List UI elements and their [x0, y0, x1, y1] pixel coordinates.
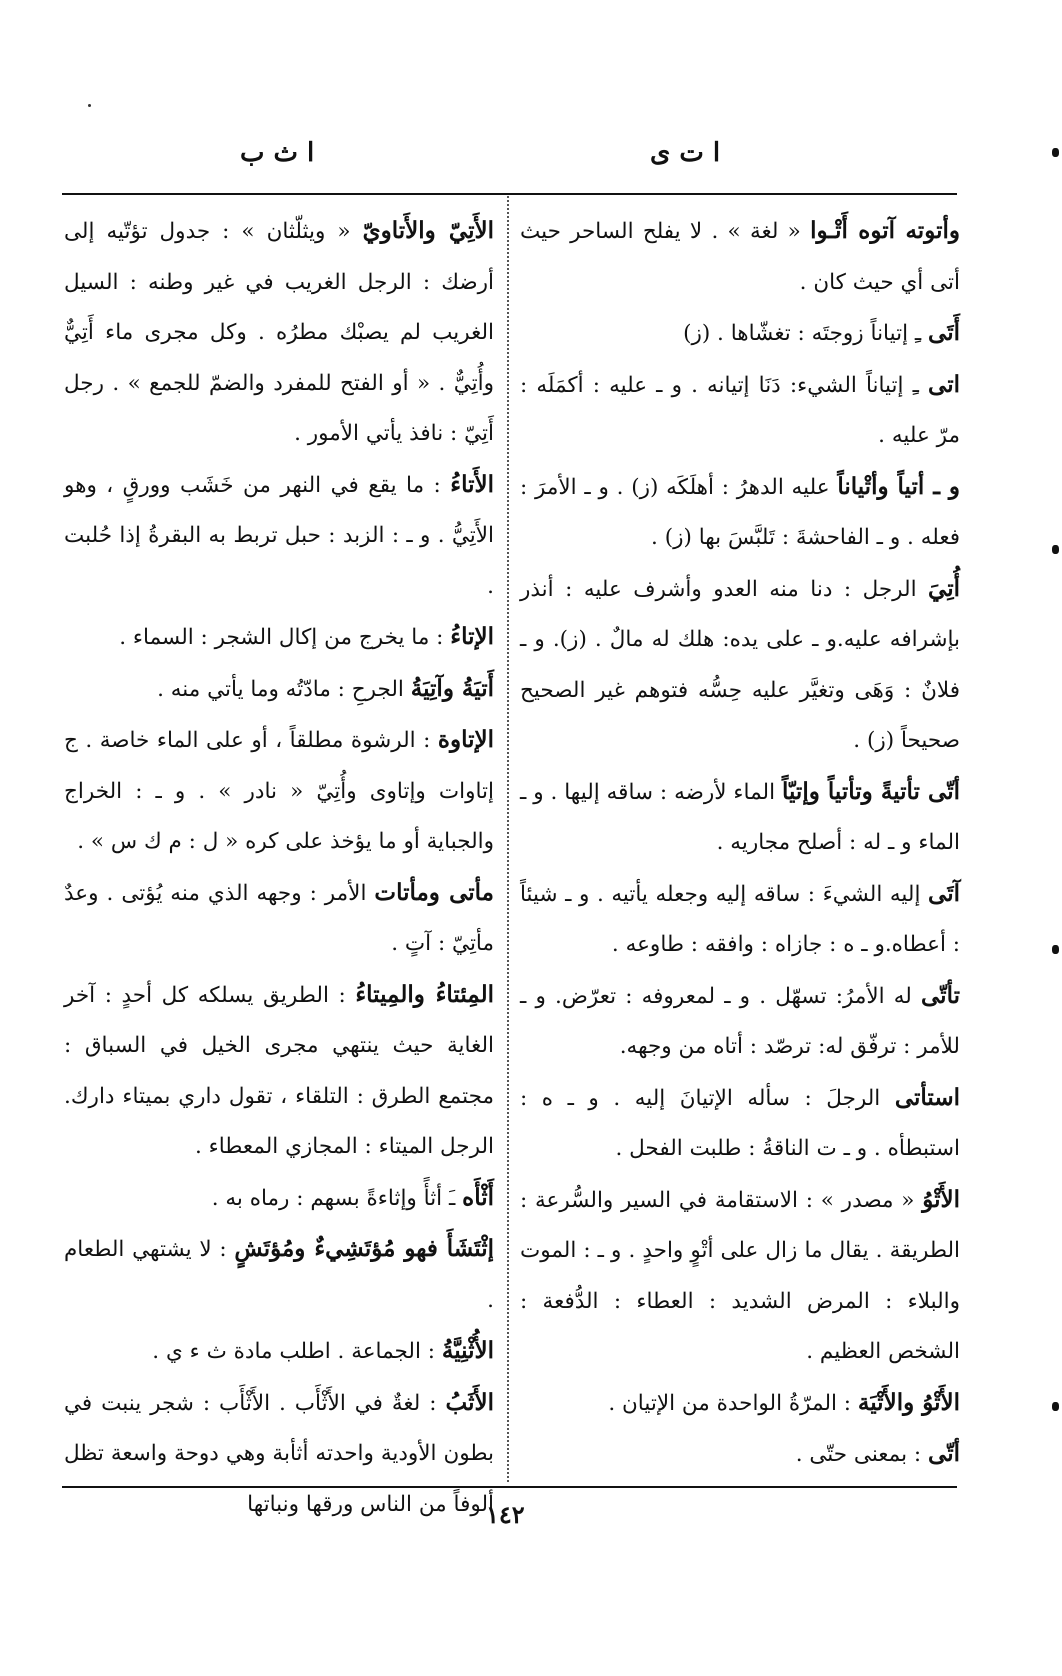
edge-mark	[1052, 545, 1059, 554]
headword: الإتاءُ	[450, 623, 494, 650]
dictionary-entry	[64, 1378, 494, 1531]
definition: : الجماعة . اطلب مادة ث ء ي .	[152, 1339, 436, 1364]
headword: الأُثْنِيَّةُ	[441, 1337, 494, 1364]
definition: « لغة » . لا يفلح الساحر حيث أتى أي حيث كان .	[520, 219, 960, 295]
dictionary-entry	[64, 664, 494, 716]
definition: له الأمرُ: تسهّل . و ـ لمعروفه : تعرّض. و ـ للأمر : ترفّق له: ترصّد : أتاه من وجهه.	[520, 983, 960, 1059]
headword: الأَتِيّ والأَتاويّ	[362, 217, 494, 244]
header-rule	[62, 193, 957, 195]
definition: ـِ إتياناً الشيء: دَنَا إتيانه . و ـ عليه : أكمَلَه : مرّ عليه .	[520, 372, 960, 448]
headword: إثْتَشَأَ فهو مُؤتَشِيءٌ ومُؤتَشٍ	[234, 1235, 494, 1262]
dictionary-entry	[520, 767, 960, 869]
dictionary-entry	[64, 206, 494, 460]
definition: : لغةٌ في الأَثْأَب . الأَثْأَب : شجر ينبت في بطون الأودية واحدته أثأبة وهي دوحة واسعة تظل ألوفاً من الناس ورقها ونباتها	[64, 1390, 494, 1517]
definition: : الرشوة مطلقاً ، أو على الماء خاصة . ج إتاوات وإتاوى وأُتِيّ « نادر » . و ـ : الخراج والجباية أو ما يؤخذ على كره « ل : م ك س » .	[64, 728, 494, 854]
dictionary-entry	[520, 1429, 960, 1481]
dictionary-entry	[520, 1175, 960, 1378]
definition: الرجل : دنا منه العدو وأشرف عليه : أنذر بإشرافه عليه.و ـ على يده: هلك له مالٌ . (ز). و ـ فلانٌ : وَهَى وتغيَّر عليه حِسُّه فتوهم غير الصحيح صحيحاً (ز) .	[520, 576, 960, 753]
dictionary-entry	[520, 1378, 960, 1430]
header-root-left: ا ث ب	[240, 138, 315, 168]
headword: الأَثَبُ	[445, 1388, 494, 1416]
headword: وأتوته آتوه أَتْـوا	[810, 217, 960, 244]
dictionary-entry	[64, 970, 494, 1173]
dictionary-entry	[520, 971, 960, 1073]
definition: الماء لأرضه : ساقه إليها . و ـ الماء و ـ له : أصلح مجاريه .	[520, 779, 960, 855]
definition: إليه الشيءَ : ساقه إليه وجعله يأتيه . و ـ شيئاً : أعطاه.و ـ ه : جازاه : وافقه : طاوعه .	[520, 881, 960, 957]
dictionary-entry	[520, 462, 960, 564]
dictionary-entry	[64, 1326, 494, 1378]
headword: الأَتاءُ	[450, 470, 494, 498]
dictionary-entry	[520, 564, 960, 767]
headword: أَثْأَه	[462, 1183, 494, 1211]
header-root-right: ا ت ى	[650, 138, 721, 168]
dictionary-entry	[520, 206, 960, 308]
definition: عليه الدهرُ : أهلَكَه (ز) . و ـ الأمرَ : فعله . و ـ الفاحشةَ : تَلبَّسَ بها (ز) .	[520, 474, 960, 550]
definition: : بمعنى حتّى .	[795, 1442, 922, 1467]
dictionary-entry	[64, 715, 494, 868]
headword: تأتّى	[921, 981, 960, 1009]
definition: ـَ أثأً وإثاءةً بسهم : رماه به .	[211, 1185, 456, 1211]
dictionary-entry	[64, 460, 494, 613]
headword: المِئتاءُ والمِيتاءُ	[355, 980, 494, 1008]
headword: استأتى	[894, 1083, 960, 1111]
headword: الأَتْوُ والأَتْيَة	[857, 1388, 960, 1416]
definition: : المرّةُ الواحدة من الإتيان .	[608, 1390, 852, 1416]
dictionary-entry	[64, 868, 494, 970]
dictionary-entry	[520, 360, 960, 462]
definition: : الطريق يسلكه كل أحدٍ : آخر الغاية حيث ينتهي مجرى الخيل في السباق : مجتمع الطرق : التلقاء ، تقول داري بميتاء دارك. الرجل الميتاء : المجازي المعطاء .	[64, 982, 494, 1159]
headword: أُتِيَ	[928, 574, 960, 602]
headword: مأتى ومأتات	[374, 878, 494, 906]
headword: آتَى	[928, 879, 960, 907]
edge-mark	[1052, 1402, 1059, 1411]
column-divider	[507, 196, 509, 1482]
definition: : ما يخرج من إكال الشجر : السماء .	[119, 625, 444, 650]
left-column	[64, 206, 494, 1517]
dictionary-entry	[520, 1073, 960, 1175]
headword: اتى	[928, 370, 960, 398]
footer-rule	[62, 1486, 957, 1488]
definition: : لا يشتهي الطعام .	[64, 1237, 494, 1313]
headword: أَتَى	[928, 319, 960, 346]
page-number: ١٤٢	[486, 1500, 525, 1529]
headword: أتّى	[928, 1440, 960, 1467]
headword: الإتاوة	[437, 726, 494, 753]
dictionary-entry	[520, 308, 960, 360]
definition: « مصدر » : الاستقامة في السير والسُّرعة : الطريقة . يقال ما زال على أتْوٍ واحدٍ . و ـ : الموت والبلاء : المرض الشديد : العطاء : الدُّفعة : الشخص العظيم .	[520, 1187, 960, 1364]
definition: الرجلَ : سأله الإتيانَ إليه . و ـ ه : استبطأه . و ـ ت الناقةُ : طلبت الفحل .	[520, 1085, 960, 1161]
edge-mark	[1052, 148, 1059, 157]
headword: الأَتْوُ	[922, 1185, 960, 1213]
edge-mark	[1052, 945, 1059, 954]
definition: : ما يقع في النهر من خَشَب وورقٍ ، وهو الأَتِيُّ . و ـ : الزبد : حبل تربط به البقرةُ إذا حُلبت .	[64, 472, 494, 599]
headword: أَتيَةُ وآتِيَةُ	[410, 674, 494, 702]
headword: أتّى تأتيةً وتأتياً وإتيّاً	[781, 777, 961, 805]
dictionary-entry	[64, 1224, 494, 1326]
dictionary-entry	[520, 869, 960, 971]
page-speck	[88, 104, 91, 107]
dictionary-entry	[64, 1173, 494, 1225]
headword: و ـ أتياً وأتْياناً	[837, 472, 960, 500]
definition: « ويثلّثان » : جدول تؤتّيه إلى أرضك : الرجل الغريب في غير وطنه : السيل الغريب لم يصبْك مطرُه . وكل مجرى ماء أَتِيٌّ وأُتِيٌّ . « أو الفتح للمفرد والضمّ للجمع » . رجل أَتِيّ : نافذ يأتي الأمور .	[64, 219, 494, 446]
definition: الأمر : وجهه الذي منه يُؤتى . وعدٌ مأتِيّ : آتٍ .	[64, 880, 494, 956]
right-column	[520, 206, 960, 1476]
dictionary-entry	[64, 612, 494, 664]
definition: الجرحِ : مادّتُه وما يأتي منه .	[157, 676, 404, 702]
definition: ـِ إتياناً زوجتَه : تغشّاها . (ز)	[683, 321, 922, 346]
